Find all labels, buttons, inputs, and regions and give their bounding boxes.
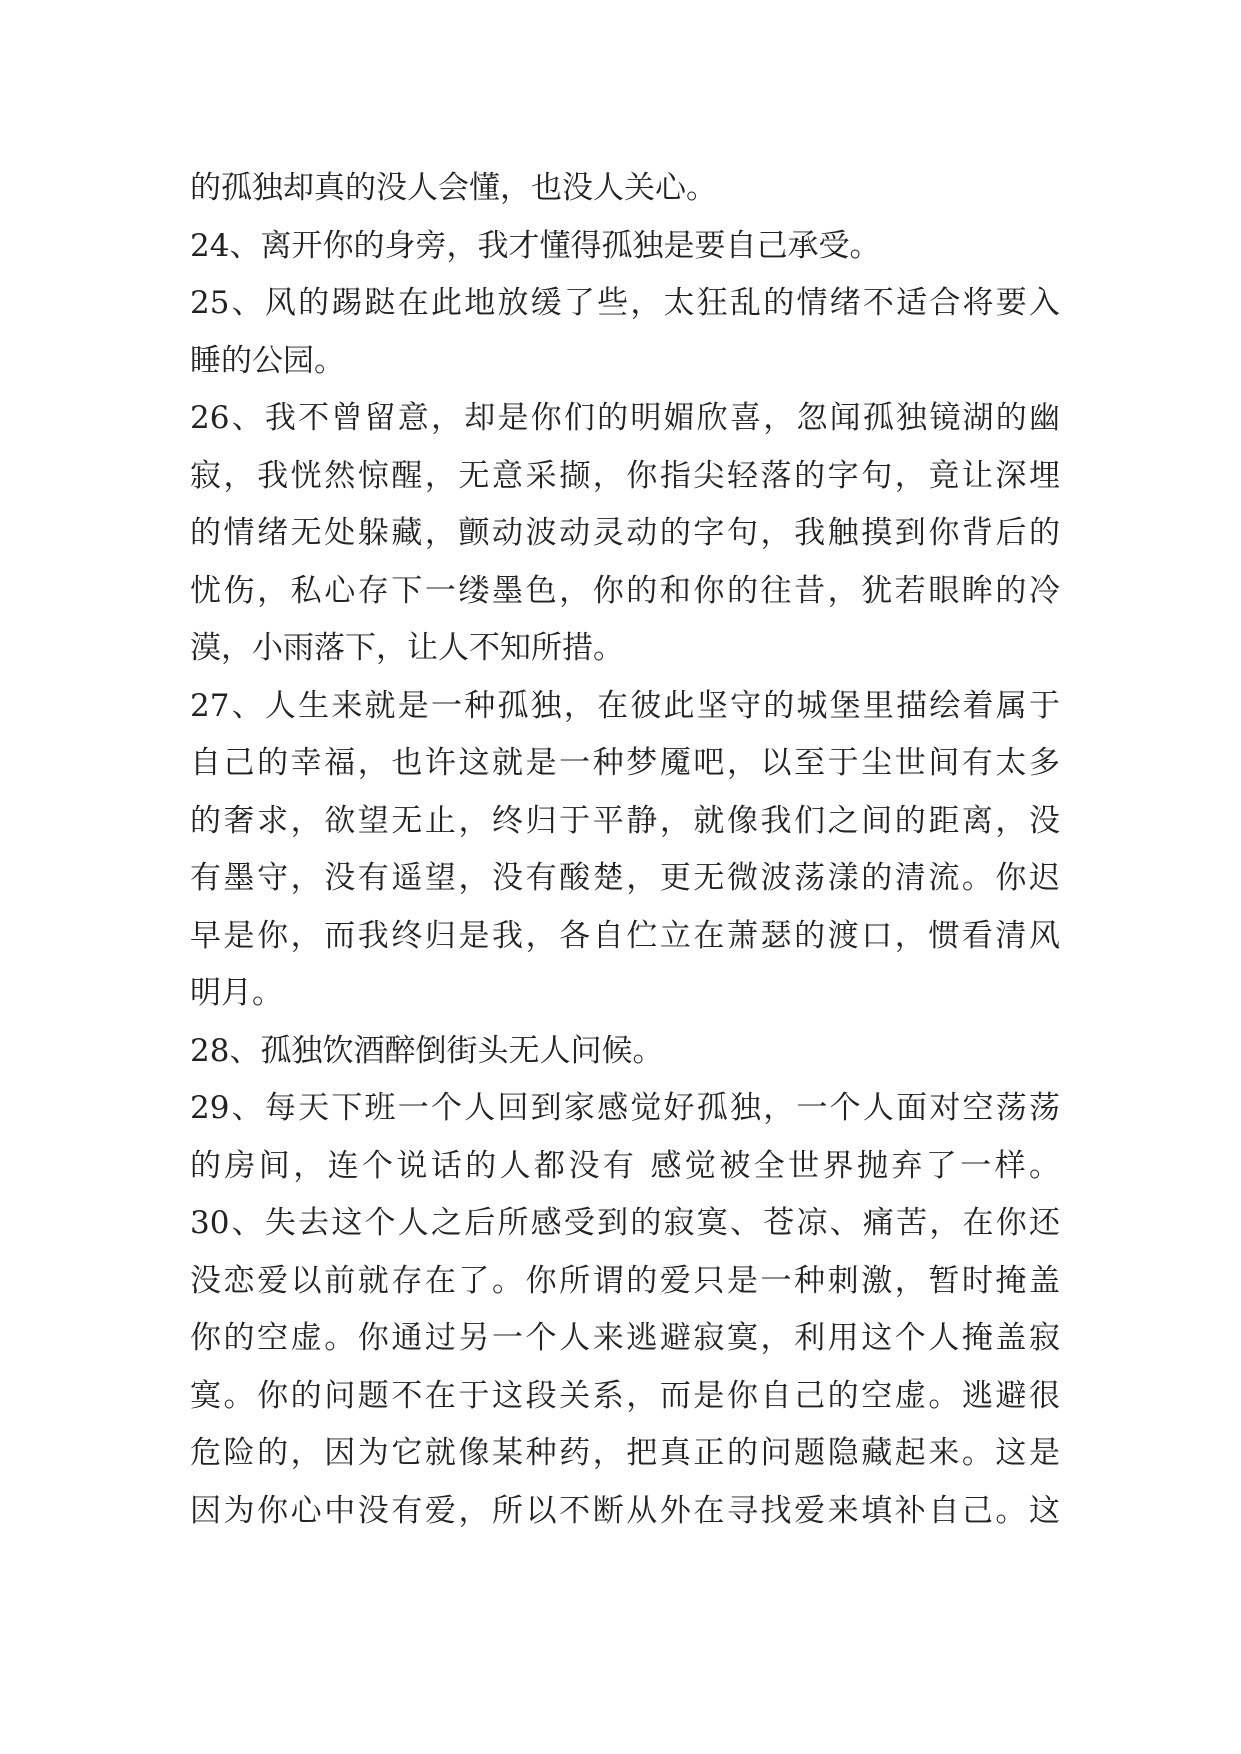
body-text [190, 160, 1060, 1540]
text-line: 你的空虚。你通过另一个人来逃避寂寞，利用这个人掩盖寂 [190, 1320, 1060, 1356]
text-line: 睡的公园。 [190, 342, 345, 379]
text-line: 危险的，因为它就像某种药，把真正的问题隐藏起来。这是 [190, 1435, 1060, 1471]
text-line: 28、孤独饮酒醉倒街头无人问候。 [190, 1032, 664, 1069]
text-line: 的房间，连个说话的人都没有 感觉被全世界抛弃了一样。 [190, 1147, 1060, 1184]
text-line: 的孤独却真的没人会懂，也没人关心。 [190, 170, 717, 206]
text-line: 自己的幸福，也许这就是一种梦魇吧，以至于尘世间有太多 [190, 745, 1060, 781]
text-line: 的奢求，欲望无止，终归于平静，就像我们之间的距离，没 [190, 802, 1060, 839]
text-line: 因为你心中没有爱，所以不断从外在寻找爱来填补自己。这 [190, 1492, 1060, 1529]
text-line: 25、风的踢跶在此地放缓了些，太狂乱的情绪不适合将要入 [190, 285, 1060, 321]
text-line: 26、我不曾留意，却是你们的明媚欣喜，忽闻孤独镜湖的幽 [190, 400, 1060, 436]
text-line: 漠，小雨落下，让人不知所措。 [190, 630, 624, 666]
text-line: 寞。你的问题不在于这段关系，而是你自己的空虚。逃避很 [190, 1377, 1060, 1414]
text-line: 没恋爱以前就存在了。你所谓的爱只是一种刺激，暂时掩盖 [190, 1262, 1060, 1299]
text-line: 寂，我恍然惊醒，无意采撷，你指尖轻落的字句，竟让深埋 [190, 457, 1060, 494]
text-line: 29、每天下班一个人回到家感觉好孤独，一个人面对空荡荡 [190, 1090, 1060, 1126]
text-line: 30、失去这个人之后所感受到的寂寞、苍凉、痛苦，在你还 [190, 1205, 1060, 1241]
text-line: 27、人生来就是一种孤独，在彼此坚守的城堡里描绘着属于 [190, 687, 1060, 724]
text-line: 24、离开你的身旁，我才懂得孤独是要自己承受。 [190, 227, 881, 264]
text-line: 的情绪无处躲藏，颤动波动灵动的字句，我触摸到你背后的 [190, 515, 1060, 551]
text-line: 明月。 [190, 975, 283, 1011]
text-line: 忧伤，私心存下一缕墨色，你的和你的往昔，犹若眼眸的冷 [190, 572, 1060, 609]
text-line: 早是你，而我终归是我，各自伫立在萧瑟的渡口，惯看清风 [190, 917, 1060, 954]
text-line: 有墨守，没有遥望，没有酸楚，更无微波荡漾的清流。你迟 [190, 860, 1060, 896]
